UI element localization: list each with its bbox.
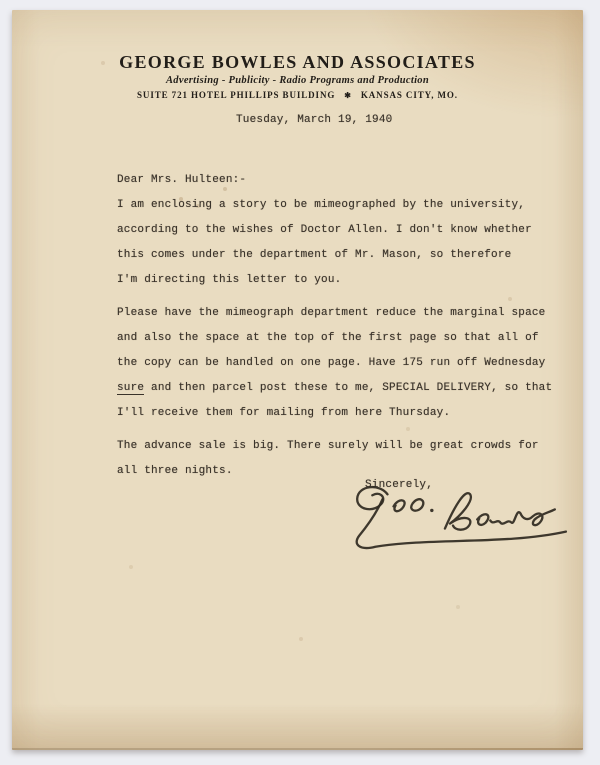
address-right: KANSAS CITY, MO. bbox=[360, 90, 458, 100]
letter-paper bbox=[12, 10, 583, 750]
letter-body bbox=[117, 168, 567, 484]
closing: Sincerely, bbox=[365, 479, 434, 491]
body-line: and also the space at the top of the first page so that all of bbox=[117, 332, 539, 344]
paragraph-3 bbox=[117, 434, 567, 484]
company-address bbox=[12, 90, 583, 100]
address-left: SUITE 721 HOTEL PHILLIPS BUILDING bbox=[137, 90, 336, 100]
salutation: Dear Mrs. Hulteen:- bbox=[117, 174, 247, 186]
signature-o bbox=[411, 499, 423, 510]
paragraph-1 bbox=[117, 193, 567, 293]
company-name: GEORGE BOWLES AND ASSOCIATES bbox=[119, 52, 476, 72]
signature-g-loop bbox=[357, 487, 387, 509]
company-tagline: Advertising - Publicity - Radio Programs and Production bbox=[166, 75, 429, 86]
signature-wles bbox=[490, 509, 555, 525]
signature-e bbox=[394, 500, 405, 511]
signature-underline bbox=[357, 499, 566, 548]
body-line: I'm directing this letter to you. bbox=[117, 274, 342, 286]
star-separator-icon: ✱ bbox=[344, 91, 352, 100]
body-line: I am enclosing a story to be mimeographed by the university, bbox=[117, 199, 526, 211]
body-line: all three nights. bbox=[117, 465, 233, 477]
body-line: The advance sale is big. There surely will be great crowds for bbox=[117, 440, 539, 452]
signature bbox=[327, 482, 579, 558]
date-line: Tuesday, March 19, 1940 bbox=[236, 114, 393, 126]
body-line bbox=[117, 376, 567, 401]
body-line-rest: and then parcel post these to me, SPECIAL DELIVERY, so that bbox=[144, 382, 553, 394]
body-line: according to the wishes of Doctor Allen. I don't know whether bbox=[117, 224, 532, 236]
body-line: the copy can be handled on one page. Have 175 run off Wednesday bbox=[117, 357, 546, 369]
body-line: this comes under the department of Mr. Mason, so therefore bbox=[117, 249, 512, 261]
paper-speckles bbox=[12, 10, 14, 12]
paragraph-2 bbox=[117, 301, 567, 426]
signature-period bbox=[430, 509, 433, 512]
signature-b bbox=[445, 493, 471, 530]
letterhead bbox=[12, 52, 583, 100]
body-line: Please have the mimeograph department reduce the marginal space bbox=[117, 307, 546, 319]
underlined-word: sure bbox=[117, 382, 145, 394]
signature-ow bbox=[477, 514, 488, 525]
body-line: I'll receive them for mailing from here Thursday. bbox=[117, 407, 451, 419]
